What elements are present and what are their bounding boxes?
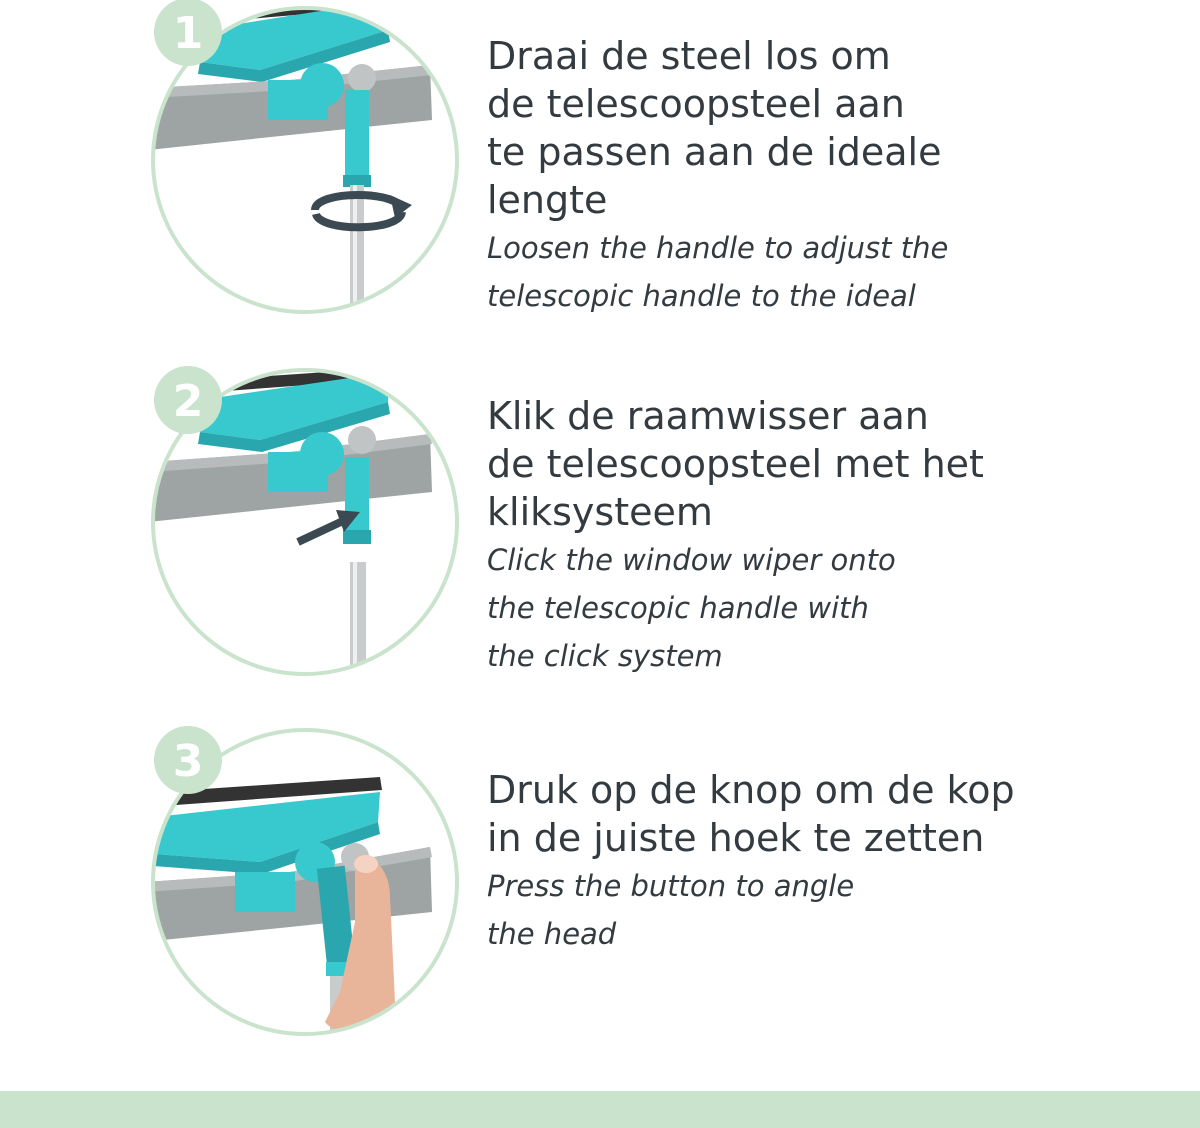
step-number-text: 1 xyxy=(172,8,204,59)
footer-band xyxy=(0,1091,1200,1128)
step-1-nl-line-4: lengte xyxy=(487,178,608,222)
step-number-text: 3 xyxy=(172,736,204,787)
step-2-illustration xyxy=(140,362,480,692)
step-1-text xyxy=(487,32,948,320)
step-1-nl-line-1: Draai de steel los om xyxy=(487,34,891,78)
step-1-en-line-1: Loosen the handle to adjust the xyxy=(487,231,949,265)
step-1-nl-line-3: te passen aan de ideale xyxy=(487,130,942,174)
step-3-nl-line-2: in de juiste hoek te zetten xyxy=(487,816,985,860)
step-number-text: 2 xyxy=(172,376,204,427)
step-3-text xyxy=(487,766,1015,958)
window-wiper-illustration xyxy=(140,362,480,692)
step-2-en-line-1: Click the window wiper onto xyxy=(487,543,896,577)
step-2-nl-line-3: kliksysteem xyxy=(487,490,713,534)
window-wiper-illustration xyxy=(140,722,480,1052)
step-3-en-line-1: Press the button to angle xyxy=(487,869,855,903)
window-wiper-illustration xyxy=(140,0,480,330)
step-1-illustration xyxy=(140,0,480,330)
step-3-en-line-2: the head xyxy=(487,917,617,951)
step-1-nl-line-2: de telescoopsteel aan xyxy=(487,82,905,126)
step-2-text xyxy=(487,392,984,680)
step-1-en-line-2: telescopic handle to the ideal xyxy=(487,279,916,313)
step-2-en-line-3: the click system xyxy=(487,639,723,673)
step-3-illustration xyxy=(140,722,480,1052)
step-2-nl-line-2: de telescoopsteel met het xyxy=(487,442,984,486)
step-2-en-line-2: the telescopic handle with xyxy=(487,591,869,625)
step-3-nl-line-1: Druk op de knop om de kop xyxy=(487,768,1015,812)
step-2-nl-line-1: Klik de raamwisser aan xyxy=(487,394,929,438)
